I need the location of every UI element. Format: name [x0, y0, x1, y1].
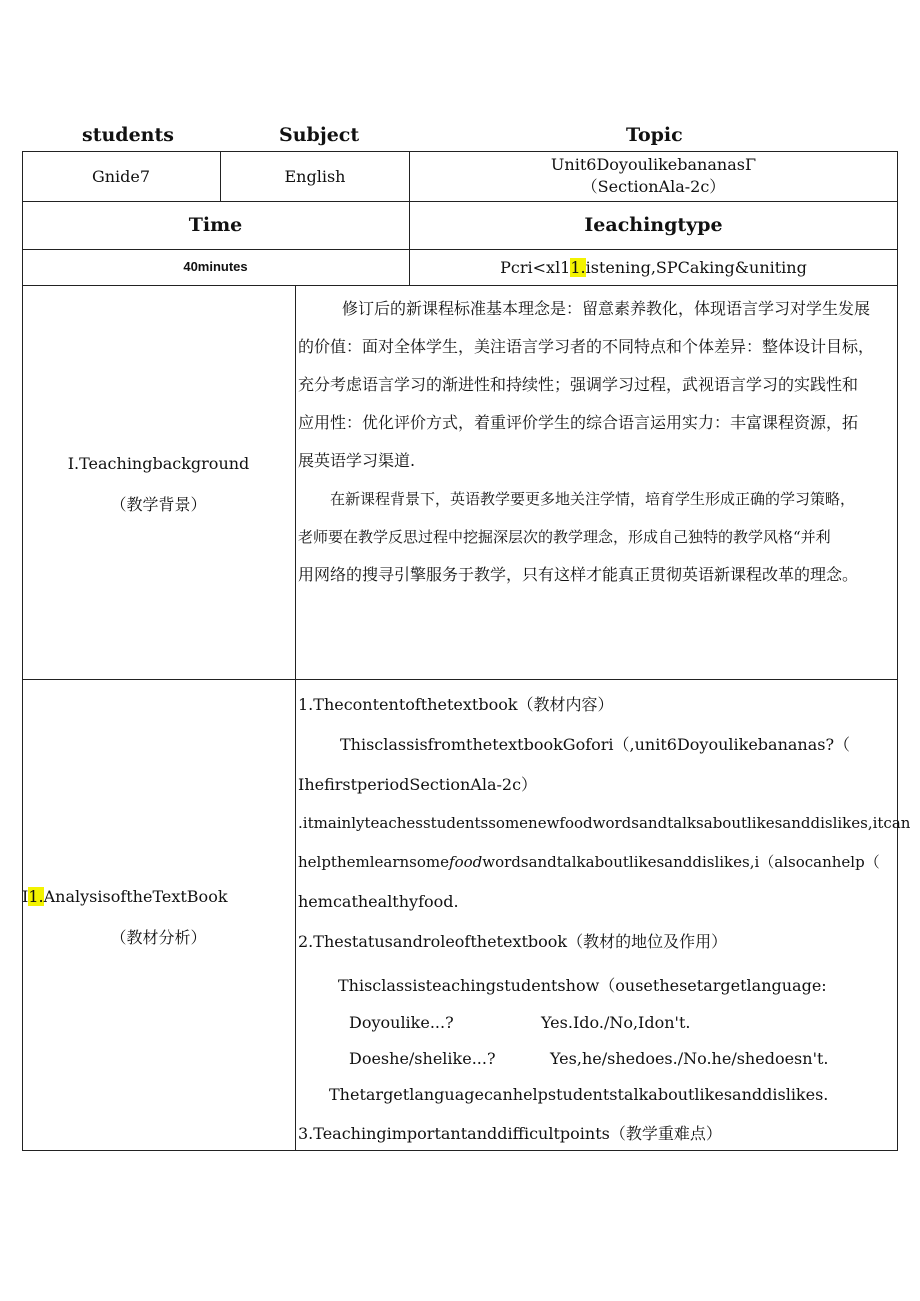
- target-answer-1: Yes.Ido./No,Idon't.: [541, 1013, 691, 1032]
- row-divider: [22, 285, 898, 286]
- content-line: hemcathealthyfood.: [298, 892, 459, 911]
- highlight-mark: 1.: [570, 258, 586, 277]
- table-border-top: [22, 151, 898, 152]
- subject-cell: English: [284, 167, 346, 186]
- status-heading: 2.Thestatusandroleofthetextbook（教材的地位及作用）: [298, 932, 728, 951]
- content-line: [298, 851, 880, 872]
- analysis-title-pre: I: [22, 887, 29, 906]
- paragraph-line: 充分考虑语言学习的渐进性和持续性；强调学习过程，武视语言学习的实践性和: [298, 375, 859, 394]
- content-line-post: wordsandtalkaboutlikesanddislikes,i（alsocanhelp（: [482, 853, 880, 871]
- grade-cell: Gnide7: [91, 167, 151, 186]
- target-answer-2: Yes,he/shedoes./No.he/shedoesn't.: [550, 1049, 829, 1068]
- col-divider: [295, 285, 296, 1151]
- header-students: students: [82, 124, 174, 146]
- teaching-type-post: istening,SPCaking&uniting: [585, 258, 807, 277]
- highlight-mark: 1.: [28, 887, 44, 906]
- paragraph-line: 应用性：优化评价方式，着重评价学生的综合语言运用实力：丰富课程资源，拓: [298, 413, 859, 432]
- header-subject: Subject: [279, 124, 360, 146]
- paragraph-line: 用网络的搜寻引擎服务于教学，只有这样才能真正贯彻英语新课程改革的理念。: [298, 565, 859, 584]
- row-divider: [22, 201, 898, 202]
- topic-line-1: Unit6DoyoulikebananasΓ: [550, 155, 757, 174]
- background-title: I.Teachingbackground: [67, 454, 250, 473]
- paragraph-line: 展英语学习渠道.: [298, 451, 416, 470]
- status-line: Thetargetlanguagecanhelpstudentstalkaboutlikesanddislikes.: [329, 1085, 829, 1104]
- content-line: ThisclassisfromthetextbookGofori（,unit6Doyoulikebananas?（: [340, 735, 851, 754]
- background-paragraph: [298, 290, 898, 594]
- table-border-left: [22, 151, 23, 1151]
- time-value: 40minutes: [183, 259, 248, 274]
- row-divider: [22, 249, 898, 250]
- content-line: IhefirstperiodSectionAla-2c）: [298, 775, 538, 794]
- points-heading: 3.Teachingimportantanddifficultpoints（教学重难点）: [298, 1124, 722, 1143]
- content-line: .itmainlyteachesstudentssomenewfoodwordsandtalksaboutlikesanddislikes,itcan: [298, 814, 911, 832]
- paragraph-line: 的价值：面对全体学生，美注语言学习者的不同特点和个体差异：整体设计目标，: [298, 337, 875, 356]
- teaching-type-pre: Pcri<xl1: [500, 258, 571, 277]
- paragraph-line: 修订后的新课程标准基本理念是：留意素养教化，体现语言学习对学生发展: [342, 299, 871, 318]
- table-border-bottom: [22, 1150, 898, 1151]
- paragraph-line: 老师要在教学反思过程中挖掘深层次的教学理念，形成自己独特的教学风格“并利: [298, 528, 831, 546]
- content-heading: 1.Thecontentofthetextbook（教材内容）: [298, 695, 614, 714]
- teaching-type-value: [410, 258, 897, 277]
- status-line: Thisclassisteachingstudentshow（ousethesetargetlanguage:: [338, 976, 827, 995]
- content-line-pre: helpthemlearnsome: [298, 853, 450, 871]
- analysis-subtitle: （教材分析）: [110, 928, 207, 947]
- content-line-italic: food: [449, 853, 483, 871]
- row-divider: [22, 679, 898, 680]
- analysis-title-post: AnalysisoftheTextBook: [43, 887, 228, 906]
- header-topic: Topic: [626, 124, 683, 146]
- background-subtitle: （教学背景）: [110, 495, 207, 514]
- paragraph-line: 在新课程背景下，英语教学要更多地关注学情，培育学生形成正确的学习策略，: [330, 490, 856, 508]
- analysis-title: [22, 887, 228, 906]
- topic-line-2: （SectionAla-2c）: [581, 177, 726, 196]
- target-question-1: Doyoulike...?: [349, 1013, 454, 1032]
- time-label: Time: [188, 214, 243, 236]
- teaching-type-label: Ieachingtype: [584, 214, 723, 236]
- target-question-2: Doeshe/shelike...?: [349, 1049, 496, 1068]
